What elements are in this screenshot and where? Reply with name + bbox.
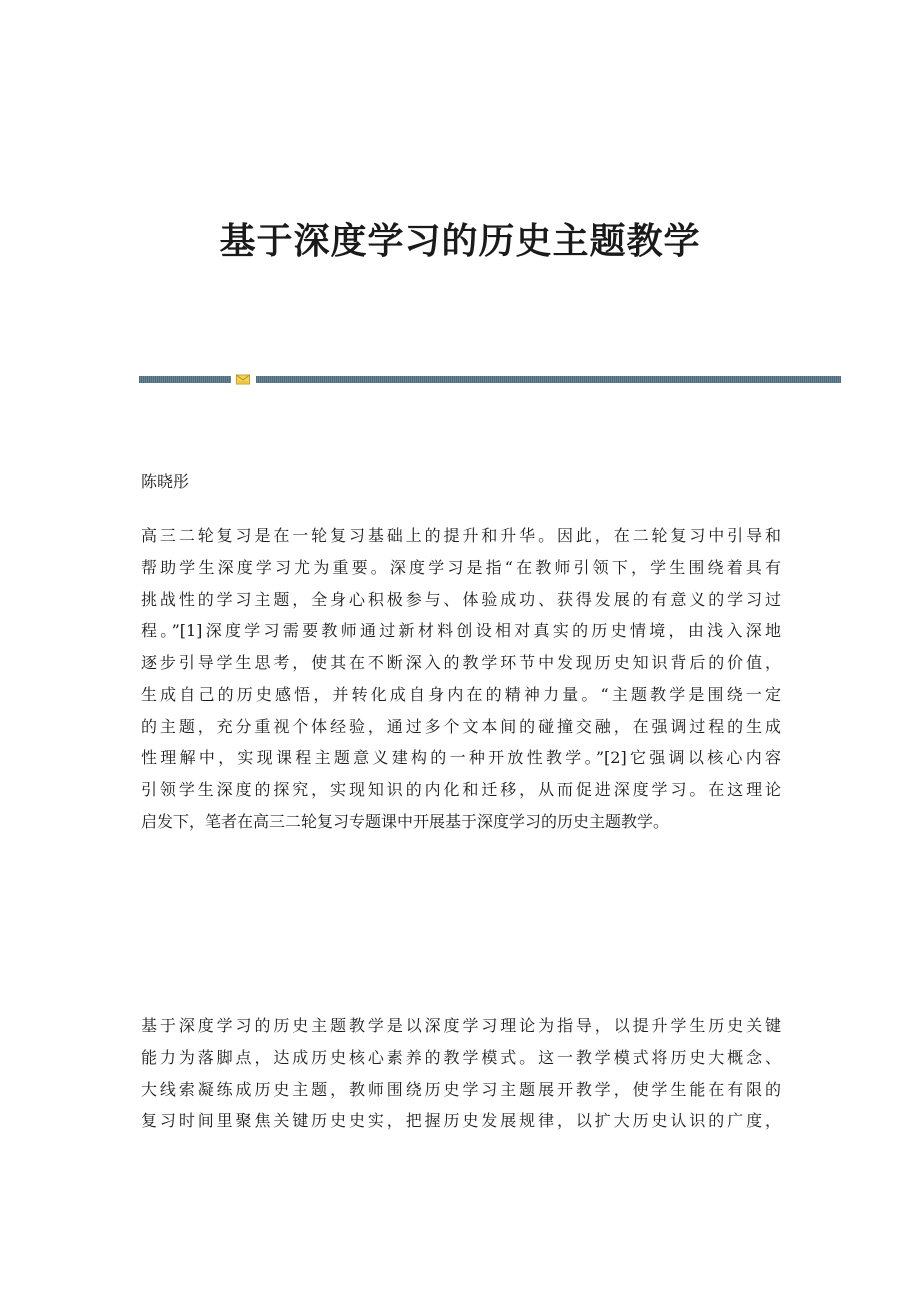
title-divider [139, 374, 841, 384]
author-name: 陈晓彤 [141, 472, 190, 491]
paragraph-line: 高三二轮复习是在一轮复习基础上的提升和升华。因此，在二轮复习中引导和 [141, 526, 781, 545]
paragraph-line: 引领学生深度的探究，实现知识的内化和迁移，从而促进深度学习。在这理论 [141, 780, 781, 799]
divider-bar-right [256, 376, 841, 383]
paragraph-line: 能力为落脚点，达成历史核心素养的教学模式。这一教学模式将历史大概念、 [141, 1047, 781, 1067]
paragraph-line: 启发下，笔者在高三二轮复习专题课中开展基于深度学习的历史主题教学。 [141, 811, 670, 831]
document-title: 基于深度学习的历史主题教学 [219, 220, 701, 262]
paragraph-line: 复习时间里聚焦关键历史史实，把握历史发展规律，以扩大历史认识的广度， [141, 1111, 781, 1131]
paragraph-line: 的主题，充分重视个体经验，通过多个文本间的碰撞交融，在强调过程的生成 [141, 716, 781, 736]
paragraph-line: 逐步引导学生思考，使其在不断深入的教学环节中发现历史知识背后的价值， [141, 653, 781, 672]
paragraph-line: 大线索凝练成历史主题，教师围绕历史学习主题展开教学，使学生能在有限的 [141, 1079, 781, 1099]
paragraph-line: 帮助学生深度学习尤为重要。深度学习是指“在教师引领下，学生围绕着具有 [141, 557, 781, 577]
paragraph-line: 程。”[1]深度学习需要教师通过新材料创设相对真实的历史情境，由浅入深地 [141, 621, 781, 641]
divider-bar-left [139, 376, 231, 383]
envelope-ornament-icon [236, 374, 250, 385]
paragraph-line: 基于深度学习的历史主题教学是以深度学习理论为指导，以提升学生历史关键 [141, 1016, 781, 1035]
paragraph-line: 性理解中，实现课程主题意义建构的一种开放性教学。”[2]它强调以核心内容 [141, 748, 781, 768]
body-paragraph-2 [141, 1010, 781, 1137]
paragraph-line: 挑战性的学习主题，全身心积极参与、体验成功、获得发展的有意义的学习过 [141, 589, 781, 609]
paragraph-line: 生成自己的历史感悟，并转化成自身内在的精神力量。“主题教学是围绕一定 [141, 684, 781, 704]
body-paragraph-1 [141, 520, 781, 838]
